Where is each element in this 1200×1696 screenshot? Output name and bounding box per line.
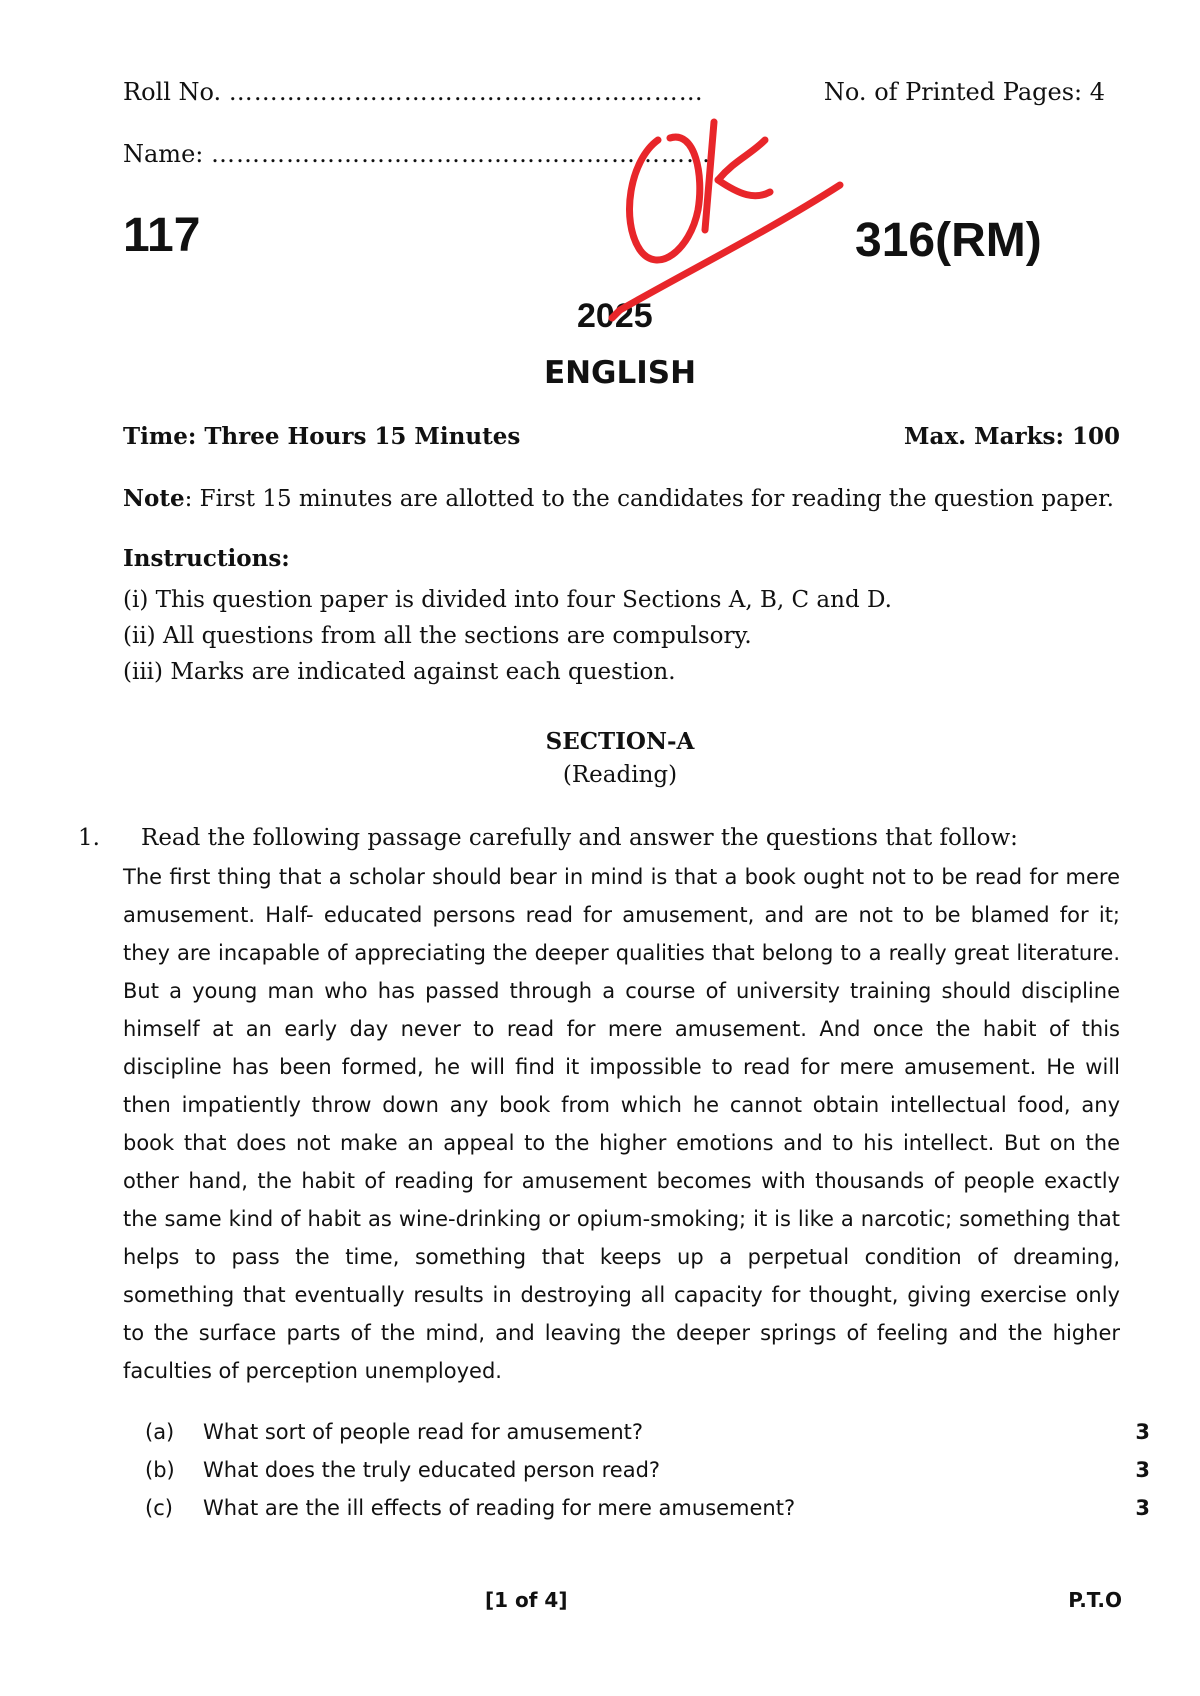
- sub-question: [145, 1413, 1150, 1451]
- section-title: SECTION-A: [545, 728, 695, 755]
- sub-question-text: What does the truly educated person read?: [203, 1458, 661, 1482]
- sub-question-marks: 3: [1135, 1496, 1150, 1520]
- printed-pages: No. of Printed Pages: 4: [823, 78, 1105, 106]
- paper-code-right: 316(RM): [855, 214, 1042, 267]
- sub-question-text: What are the ill effects of reading for mere amusement?: [203, 1496, 796, 1520]
- handwritten-ok-mark: [600, 100, 890, 340]
- roll-number-label: Roll No.: [123, 78, 222, 106]
- note-text: : First 15 minutes are allotted to the candidates for reading the question paper.: [184, 486, 1114, 512]
- subject-title: ENGLISH: [543, 355, 697, 391]
- instruction-item: (i) This question paper is divided into four Sections A, B, C and D.: [123, 587, 892, 613]
- sub-question-label: (a): [145, 1420, 175, 1444]
- sub-question: [145, 1451, 1150, 1489]
- page-indicator: [1 of 4]: [485, 1588, 568, 1612]
- note: [123, 485, 1114, 512]
- sub-question-marks: 3: [1135, 1420, 1150, 1444]
- paper-code-left: 117: [123, 209, 201, 262]
- sub-question-label: (c): [145, 1496, 173, 1520]
- note-label: Note: [123, 485, 185, 512]
- question-prompt: Read the following passage carefully and answer the questions that follow:: [141, 825, 1018, 851]
- sub-question: [145, 1489, 1150, 1527]
- sub-question-text: What sort of people read for amusement?: [203, 1420, 644, 1444]
- sub-question-label: (b): [145, 1458, 175, 1482]
- name-blank: ……………………………………………………: [211, 140, 711, 168]
- instructions-list: [123, 582, 892, 690]
- max-marks: Max. Marks: 100: [904, 423, 1120, 450]
- sub-question-marks: 3: [1135, 1458, 1150, 1482]
- name-label: Name:: [123, 140, 204, 168]
- instructions-heading: Instructions:: [123, 545, 290, 572]
- exam-year: 2025: [577, 297, 653, 335]
- section-subtitle: (Reading): [562, 762, 678, 788]
- sub-questions: [145, 1413, 1150, 1527]
- roll-number-blank: …………………………………………………: [228, 78, 704, 106]
- instruction-item: (ii) All questions from all the sections are compulsory.: [123, 623, 752, 649]
- please-turn-over: P.T.O: [1068, 1588, 1122, 1612]
- question-number: 1.: [78, 825, 100, 851]
- reading-passage: The first thing that a scholar should bear in mind is that a book ought not to be read for mere amusement. Half- educated persons read for amusement, and are not to be blamed for it; they are incapable of appreciating the deeper qualities that belong to a really great literature. But a young man who has passed through a course of university training should discipline himself at an early day never to read for mere amusement. And once the habit of this discipline has been formed, he will find it impossible to read for mere amusement. He will then impatiently throw down any book from which he cannot obtain intellectual food, any book that does not make an appeal to the higher emotions and to his intellect. But on the other hand, the habit of reading for amusement becomes with thousands of people exactly the same kind of habit as wine-drinking or opium-smoking; it is like a narcotic; something that helps to pass the time, something that keeps up a perpetual condition of dreaming, something that eventually results in destroying all capacity for thought, giving exercise only to the surface parts of the mind, and leaving the deeper springs of feeling and the higher faculties of perception unemployed.: [123, 865, 1120, 1383]
- exam-time: Time: Three Hours 15 Minutes: [123, 423, 521, 450]
- instruction-item: (iii) Marks are indicated against each question.: [123, 659, 676, 685]
